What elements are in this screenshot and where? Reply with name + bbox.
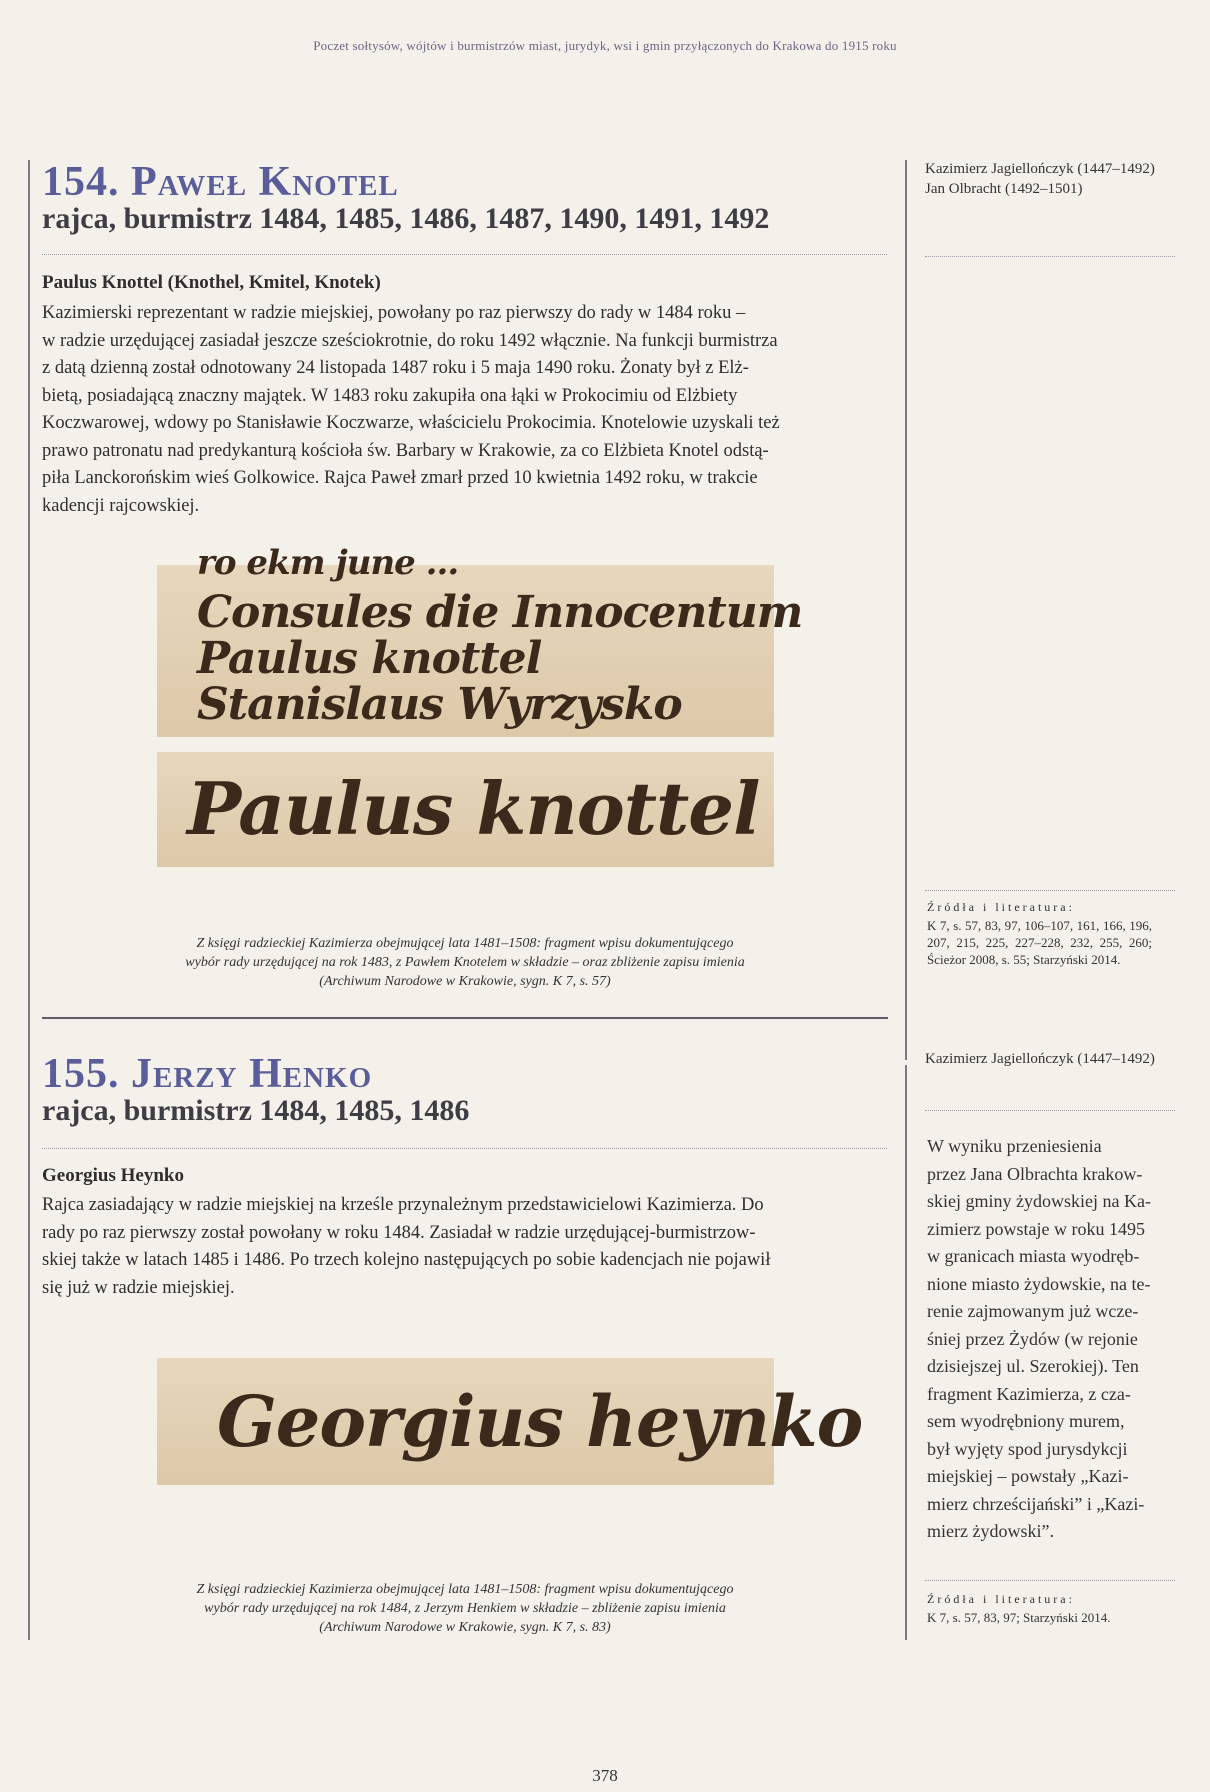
side-note-line: sem wyodrębniony murem, bbox=[927, 1411, 1125, 1431]
body-line: Kazimierski reprezentant w radzie miejskiej, powołany po raz pierwszy do rady w 1484 roku – bbox=[42, 303, 746, 323]
manuscript-line: Georgius heynko bbox=[217, 1380, 863, 1463]
entry-155-body bbox=[42, 1192, 888, 1302]
body-line: bietą, posiadającą znaczny majątek. W 1483 roku zakupiła ona łąki w Prokocimiu od Elżbiety bbox=[42, 385, 738, 406]
side-note-line: nione miasto żydowskie, na te- bbox=[927, 1273, 1151, 1294]
manuscript-fragment-image bbox=[157, 543, 803, 737]
sources-text: K 7, s. 57, 83, 97; Starzyński 2014. bbox=[927, 1610, 1111, 1625]
column-divider-top bbox=[905, 160, 907, 1060]
manuscript-closeup-image bbox=[157, 752, 774, 867]
body-line: z datą dzienną został odnotowany 24 listopada 1487 roku i 5 maja 1490 roku. Żonaty był z Elż- bbox=[42, 358, 749, 378]
side-note-line: przez Jana Olbrachta krakow- bbox=[927, 1163, 1143, 1184]
entry-155-sources bbox=[927, 1592, 1152, 1626]
caption-line: Z księgi radzieckiej Kazimierza obejmującej lata 1481–1508: fragment wpisu dokumentującego bbox=[196, 1582, 734, 1597]
side-note-line: mierz żydowski”. bbox=[927, 1521, 1054, 1541]
page-number: 378 bbox=[592, 1766, 618, 1785]
entry-name: Jerzy Henko bbox=[131, 1051, 373, 1097]
body-line: Koczwarowej, wdowy po Stanisławie Koczwarze, właścicielu Prokocimia. Knotelowie uzyskali też bbox=[42, 413, 780, 433]
left-margin-rule bbox=[28, 160, 30, 1640]
entry-154-sources bbox=[927, 900, 1152, 968]
caption-line: Z księgi radzieckiej Kazimierza obejmującej lata 1481–1508: fragment wpisu dokumentującego bbox=[196, 936, 734, 951]
sources-text: K 7, s. 57, 83, 97, 106–107, 161, 166, 196, 207, 215, 225, 227–228, 232, 255, 260; Ścieżor 2008, s. 55; Starzyński 2014. bbox=[927, 918, 1152, 967]
side-note-line: śniej przez Żydów (w rejonie bbox=[927, 1328, 1138, 1349]
manuscript-line: Paulus knottel bbox=[197, 633, 542, 684]
entry-154-body bbox=[42, 300, 888, 520]
title-divider bbox=[42, 1148, 887, 1149]
manuscript-line: Paulus knottel bbox=[187, 766, 760, 851]
body-line: prawo patronatu nad predykanturą kościoła św. Barbary w Krakowie, za co Elżbieta Knotel odstą- bbox=[42, 440, 769, 461]
side-note-line: dzisiejszej ul. Szerokiej). Ten bbox=[927, 1356, 1139, 1376]
side-divider bbox=[925, 890, 1175, 891]
entry-155-title bbox=[42, 1052, 372, 1096]
side-note-line: zimierz powstaje w roku 1495 bbox=[927, 1218, 1145, 1239]
ruler-item: Kazimierz Jagiellończyk (1447–1492) bbox=[925, 1051, 1155, 1067]
caption-line: (Archiwum Narodowe w Krakowie, sygn. K 7, s. 57) bbox=[319, 974, 611, 989]
ruler-item: Jan Olbracht (1492–1501) bbox=[925, 181, 1083, 197]
caption-line: wybór rady urzędującej na rok 1484, z Jerzym Henkiem w składzie – zbliżenie zapisu imienia bbox=[204, 1601, 726, 1616]
entry-name: Paweł Knotel bbox=[131, 159, 399, 205]
side-note-line: W wyniku przeniesienia bbox=[927, 1136, 1102, 1156]
side-note-line: mierz chrześcijański” i „Kazi- bbox=[927, 1493, 1145, 1514]
caption-line: (Archiwum Narodowe w Krakowie, sygn. K 7, s. 83) bbox=[319, 1620, 611, 1635]
entry-155-rulers bbox=[925, 1049, 1175, 1069]
entry-number: 155. bbox=[42, 1051, 120, 1097]
sources-heading: Źródła i literatura: bbox=[927, 1592, 1075, 1606]
title-divider bbox=[42, 254, 887, 255]
side-note-line: miejskiej – powstały „Kazi- bbox=[927, 1466, 1129, 1486]
side-divider bbox=[925, 1110, 1175, 1111]
side-note-line: skiej gminy żydowskiej na Ka- bbox=[927, 1191, 1151, 1211]
manuscript-line: Consules die Innocentum bbox=[197, 587, 803, 638]
side-divider bbox=[925, 256, 1175, 257]
body-line: kadencji rajcowskiej. bbox=[42, 495, 200, 516]
side-divider bbox=[925, 1580, 1175, 1581]
body-line: w radzie urzędującej zasiadał jeszcze sześciokrotnie, do roku 1492 włącznie. Na funkcji burmistrza bbox=[42, 330, 778, 351]
ruler-item: Kazimierz Jagiellończyk (1447–1492) bbox=[925, 161, 1155, 177]
entry-154-rulers bbox=[925, 159, 1175, 199]
entry-155-offices: rajca, burmistrz 1484, 1485, 1486 bbox=[42, 1094, 470, 1127]
entry-155-caption bbox=[42, 1580, 888, 1637]
side-note-line: renie zajmowanym już wcze- bbox=[927, 1301, 1139, 1321]
entry-number: 154. bbox=[42, 159, 120, 205]
manuscript-line: ro ekm june ... bbox=[197, 543, 459, 583]
body-line: się już w radzie miejskiej. bbox=[42, 1277, 235, 1298]
entry-separator bbox=[42, 1017, 888, 1019]
entry-154-latin-name: Paulus Knottel (Knothel, Kmitel, Knotek) bbox=[42, 272, 381, 293]
body-line: piła Lanckorońskim wieś Golkowice. Rajca Paweł zmarł przed 10 kwietnia 1492 roku, w trakcie bbox=[42, 468, 758, 488]
caption-line: wybór rady urzędującej na rok 1483, z Pawłem Knotelem w składzie – oraz zbliżenie zapisu imienia bbox=[185, 955, 745, 970]
entry-154-title bbox=[42, 160, 399, 204]
entry-155-latin-name: Georgius Heynko bbox=[42, 1165, 184, 1186]
side-note-line: był wyjęty spod jurysdykcji bbox=[927, 1438, 1128, 1459]
side-note-line: w granicach miasta wyodręb- bbox=[927, 1246, 1140, 1266]
body-line: skiej także w latach 1485 i 1486. Po trzech kolejno następujących po sobie kadencjach nie pojawił bbox=[42, 1250, 771, 1270]
sources-heading: Źródła i literatura: bbox=[927, 900, 1075, 914]
body-line: rady po raz pierwszy został powołany w roku 1484. Zasiadał w radzie urzędującej-burmistrzow- bbox=[42, 1222, 756, 1243]
running-head: Poczet sołtysów, wójtów i burmistrzów miast, jurydyk, wsi i gmin przyłączonych do Krakowa do 1915 roku bbox=[313, 38, 897, 53]
side-note-line: fragment Kazimierza, z cza- bbox=[927, 1383, 1131, 1404]
entry-155-side-note bbox=[927, 1133, 1155, 1546]
manuscript-line: Stanislaus Wyrzysko bbox=[197, 679, 682, 730]
entry-154-caption bbox=[42, 934, 888, 991]
body-line: Rajca zasiadający w radzie miejskiej na krześle przynależnym przedstawicielowi Kazimierza. Do bbox=[42, 1195, 764, 1215]
manuscript-closeup-image bbox=[157, 1358, 863, 1485]
entry-154-offices: rajca, burmistrz 1484, 1485, 1486, 1487, 1490, 1491, 1492 bbox=[42, 202, 770, 235]
column-divider-bottom bbox=[905, 1065, 907, 1640]
